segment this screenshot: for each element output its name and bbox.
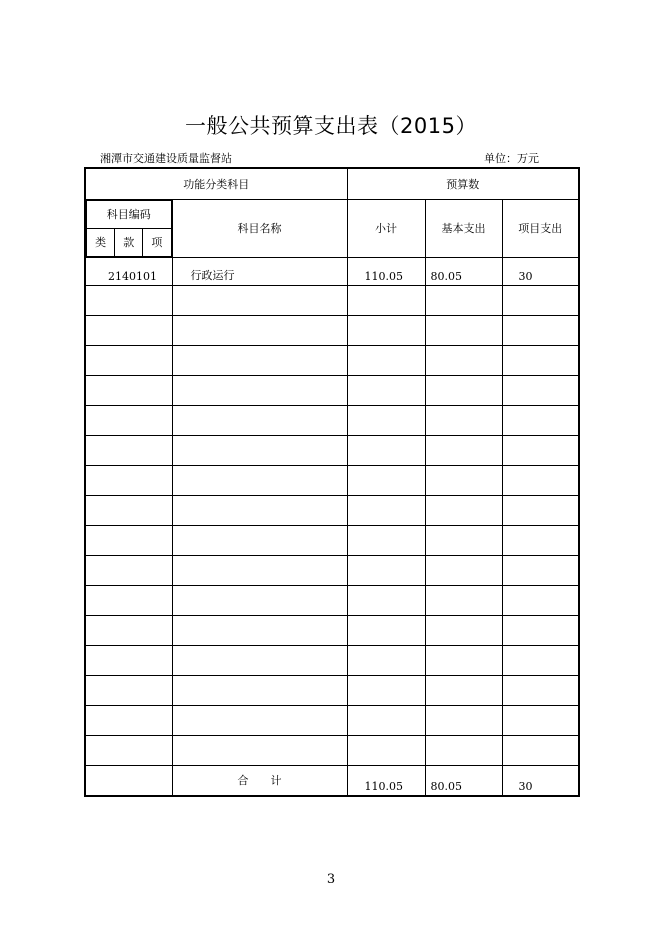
empty-cell	[502, 345, 579, 375]
row-basic: 80.05	[425, 257, 502, 285]
empty-table-row	[85, 435, 579, 465]
empty-cell	[502, 375, 579, 405]
empty-cell	[85, 645, 172, 675]
empty-cell	[425, 315, 502, 345]
empty-cell	[172, 375, 347, 405]
row-project: 30	[502, 257, 579, 285]
empty-cell	[347, 315, 425, 345]
empty-cell	[502, 645, 579, 675]
empty-cell	[347, 555, 425, 585]
row-code: 2140101	[85, 257, 172, 285]
empty-cell	[347, 675, 425, 705]
page-title: 一般公共预算支出表（2015）	[185, 114, 477, 138]
total-code-cell	[85, 765, 172, 796]
empty-table-row	[85, 465, 579, 495]
empty-cell	[425, 705, 502, 735]
empty-cell	[425, 465, 502, 495]
empty-cell	[425, 585, 502, 615]
empty-table-row	[85, 285, 579, 315]
empty-cell	[347, 585, 425, 615]
empty-cell	[502, 495, 579, 525]
header-subject-name: 科目名称	[172, 199, 347, 257]
empty-cell	[502, 555, 579, 585]
empty-cell	[347, 345, 425, 375]
empty-cell	[502, 315, 579, 345]
empty-cell	[425, 285, 502, 315]
budget-table	[84, 167, 580, 797]
empty-cell	[425, 615, 502, 645]
empty-cell	[425, 525, 502, 555]
empty-cell	[172, 435, 347, 465]
header-row-2	[85, 199, 579, 257]
empty-cell	[347, 735, 425, 765]
empty-cell	[85, 435, 172, 465]
empty-cell	[172, 555, 347, 585]
empty-rows	[85, 285, 579, 765]
empty-cell	[502, 705, 579, 735]
empty-cell	[347, 645, 425, 675]
empty-cell	[172, 615, 347, 645]
total-row	[85, 765, 579, 796]
empty-cell	[347, 465, 425, 495]
empty-cell	[425, 375, 502, 405]
empty-cell	[172, 675, 347, 705]
empty-cell	[347, 615, 425, 645]
empty-cell	[85, 285, 172, 315]
total-subtotal: 110.05	[347, 765, 425, 796]
unit-label: 单位：万元	[484, 152, 539, 165]
empty-cell	[425, 675, 502, 705]
empty-cell	[85, 585, 172, 615]
empty-cell	[85, 495, 172, 525]
total-basic: 80.05	[425, 765, 502, 796]
empty-cell	[85, 705, 172, 735]
empty-cell	[85, 525, 172, 555]
table-row	[85, 257, 579, 285]
empty-cell	[347, 495, 425, 525]
page-number: 3	[326, 872, 336, 887]
total-project: 30	[502, 765, 579, 796]
empty-cell	[502, 585, 579, 615]
header-item: 项	[143, 228, 171, 256]
empty-table-row	[85, 555, 579, 585]
header-functional-category: 功能分类科目	[85, 168, 347, 199]
header-class: 类	[87, 228, 115, 256]
empty-cell	[85, 315, 172, 345]
row-name: 行政运行	[172, 257, 347, 285]
empty-table-row	[85, 735, 579, 765]
empty-cell	[172, 525, 347, 555]
row-subtotal: 110.05	[347, 257, 425, 285]
empty-cell	[502, 465, 579, 495]
empty-table-row	[85, 375, 579, 405]
empty-cell	[85, 345, 172, 375]
empty-cell	[172, 735, 347, 765]
empty-cell	[172, 495, 347, 525]
header-budget-amount: 预算数	[347, 168, 579, 199]
empty-table-row	[85, 315, 579, 345]
empty-cell	[172, 345, 347, 375]
empty-cell	[347, 375, 425, 405]
empty-table-row	[85, 525, 579, 555]
total-label: 合 计	[172, 765, 347, 796]
empty-cell	[425, 555, 502, 585]
empty-table-row	[85, 405, 579, 435]
empty-cell	[172, 465, 347, 495]
empty-table-row	[85, 615, 579, 645]
empty-cell	[172, 645, 347, 675]
empty-cell	[172, 285, 347, 315]
empty-cell	[347, 525, 425, 555]
empty-cell	[85, 615, 172, 645]
empty-cell	[425, 405, 502, 435]
empty-table-row	[85, 495, 579, 525]
empty-table-row	[85, 675, 579, 705]
empty-cell	[502, 615, 579, 645]
empty-cell	[85, 375, 172, 405]
empty-cell	[502, 405, 579, 435]
empty-cell	[502, 735, 579, 765]
empty-cell	[347, 285, 425, 315]
empty-cell	[85, 735, 172, 765]
empty-cell	[502, 285, 579, 315]
empty-cell	[172, 585, 347, 615]
empty-cell	[502, 675, 579, 705]
header-subject-code-cell	[85, 199, 172, 257]
empty-cell	[425, 495, 502, 525]
empty-cell	[425, 435, 502, 465]
empty-cell	[172, 705, 347, 735]
organization-name: 湘潭市交通建设质量监督站	[100, 152, 232, 165]
empty-table-row	[85, 705, 579, 735]
empty-cell	[425, 735, 502, 765]
subject-code-subheader	[86, 200, 172, 257]
empty-cell	[172, 315, 347, 345]
header-row-1	[85, 168, 579, 199]
header-section: 款	[115, 228, 143, 256]
empty-cell	[85, 555, 172, 585]
empty-cell	[85, 405, 172, 435]
empty-cell	[347, 405, 425, 435]
header-subtotal: 小计	[347, 199, 425, 257]
empty-cell	[502, 525, 579, 555]
empty-cell	[172, 405, 347, 435]
empty-cell	[347, 435, 425, 465]
header-project-expenditure: 项目支出	[502, 199, 579, 257]
empty-table-row	[85, 585, 579, 615]
header-subject-code: 科目编码	[87, 200, 172, 228]
empty-cell	[85, 465, 172, 495]
empty-table-row	[85, 645, 579, 675]
empty-cell	[502, 435, 579, 465]
header-basic-expenditure: 基本支出	[425, 199, 502, 257]
empty-cell	[347, 705, 425, 735]
empty-table-row	[85, 345, 579, 375]
empty-cell	[425, 645, 502, 675]
empty-cell	[425, 345, 502, 375]
empty-cell	[85, 675, 172, 705]
